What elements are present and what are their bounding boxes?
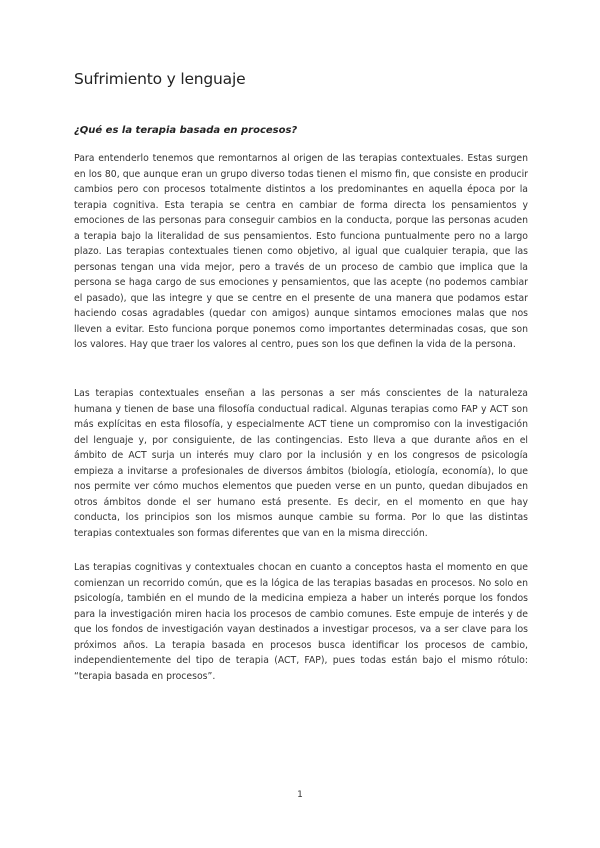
page-number: 1 (297, 790, 303, 800)
section-heading: ¿Qué es la terapia basada en procesos? (74, 125, 298, 136)
paragraph-2: Las terapias contextuales enseñan a las personas a ser más conscientes de la naturaleza humana y tienen de base una filosofía conductual radical. Algunas terapias como FAP y ACT son más explícitas en esta filosofía, y especialmente ACT tiene un compromiso con la investigación del lenguaje y, por consiguiente, de las contingencias. Esto lleva a que durante años en el ámbito de ACT surja un interés muy claro por la inclusión y en los congresos de psicología empieza a invitarse a profesionales de diversos ámbitos (biología, etiología, economía), lo que nos permite ver cómo muchos elementos que pueden verse en un punto, quedan dibujados en otros ámbitos donde el ser humano está presente. Es decir, en el momento en que hay conducta, los principios son los mismos aunque cambie su forma. Por lo que las distintas terapias contextuales son formas diferentes que van en la misma dirección. (74, 388, 528, 539)
document-title: Sufrimiento y lenguaje (74, 70, 246, 88)
paragraph-3: Las terapias cognitivas y contextuales chocan en cuanto a conceptos hasta el momento en que comienzan un recorrido común, que es la lógica de las terapias basadas en procesos. No solo en psicología, también en el mundo de la medicina empieza a haber un interés porque los fondos para la investigación miren hacia los procesos de cambio comunes. Este empuje de interés y de que los fondos de investigación vayan destinados a investigar procesos, va a ser clave para los próximos años. La terapia basada en procesos busca identificar los procesos de cambio, independientemente del tipo de terapia (ACT, FAP), pues todas están bajo el mismo rótulo: “terapia basada en procesos”. (74, 562, 528, 682)
paragraph-1: Para entenderlo tenemos que remontarnos al origen de las terapias contextuales. Estas surgen en los 80, que aunque eran un grupo diverso todas tienen el mismo fin, que consiste en producir cambios pero con procesos totalmente distintos a los predominantes en aquella época por la terapia cognitiva. Esta terapia se centra en cambiar de forma directa los pensamientos y emociones de las personas para conseguir cambios en la conducta, porque las personas acuden a terapia bajo la literalidad de sus pensamientos. Esto funciona puntualmente pero no a largo plazo. Las terapias contextuales tienen como objetivo, al igual que cualquier terapia, que las personas tengan una vida mejor, pero a través de un proceso de cambio que implica que la persona se haga cargo de sus emociones y pensamientos, que las acepte (no podemos cambiar el pasado), que las integre y que se centre en el presente de una manera que podamos estar haciendo cosas agradables (quedar con amigos) aunque sintamos emociones malas que nos lleven a evitar. Esto funciona porque ponemos como importantes determinadas cosas, que son los valores. Hay que traer los valores al centro, pues son los que definen la vida de la persona. (74, 153, 528, 350)
